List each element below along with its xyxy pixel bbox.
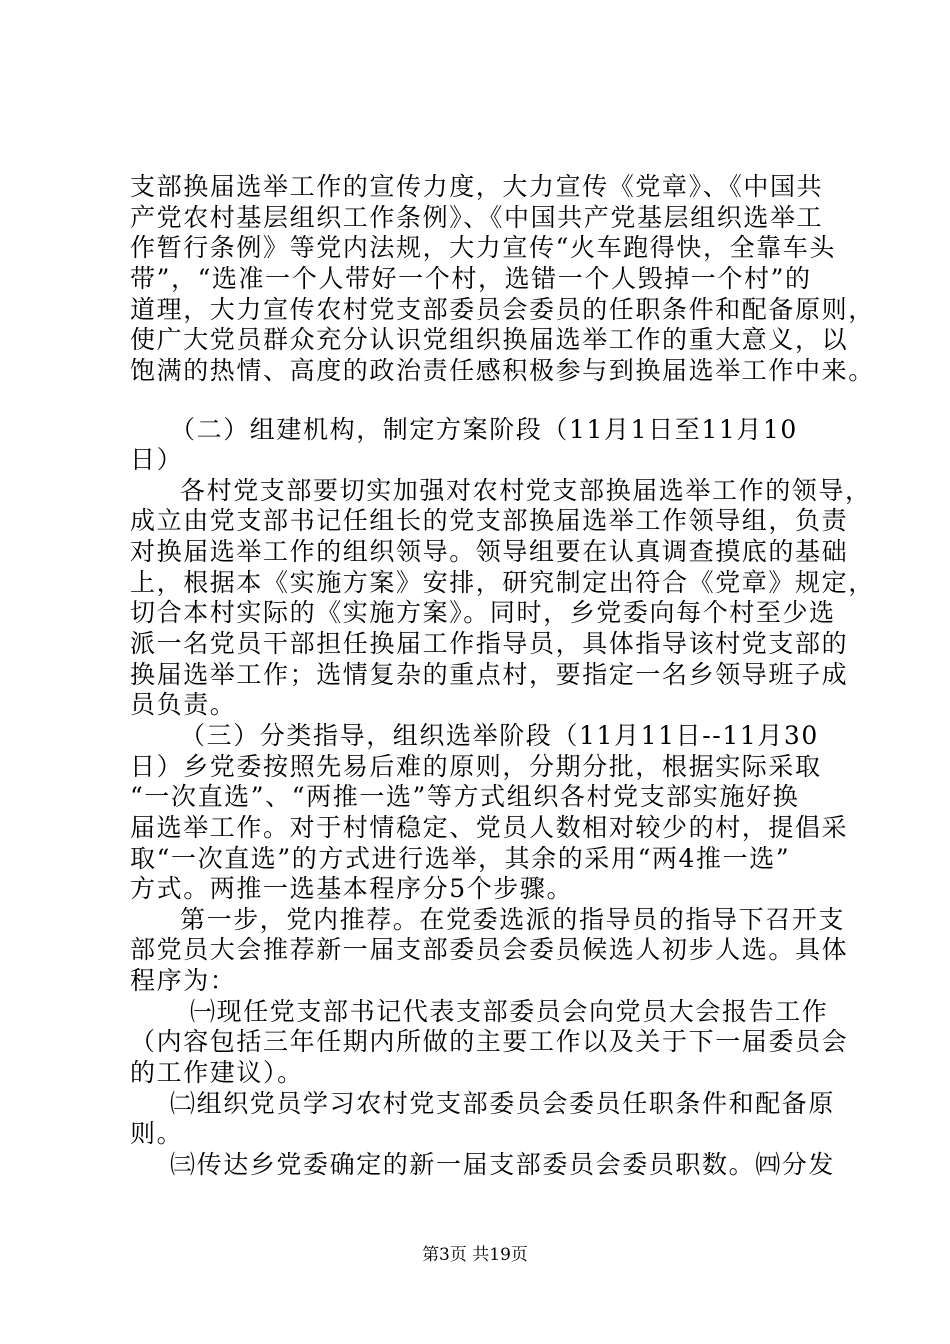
body-text-line: 上，根据本《实施方案》安排，研究制定出符合《党章》规定， xyxy=(130,568,875,597)
body-text-line: 各村党支部要切实加强对农村党支部换届选举工作的领导， xyxy=(180,476,872,505)
body-text-line: 的工作建议）。 xyxy=(130,1058,304,1087)
body-text-line: 部党员大会推荐新一届支部委员会委员候选人初步人选。具体 xyxy=(130,935,849,964)
body-text-line: 对换届选举工作的组织领导。领导组要在认真调查摸底的基础 xyxy=(130,537,849,566)
body-text-line: 第一步，党内推荐。在党委选派的指导员的指导下召开支 xyxy=(180,905,846,934)
section-heading-2: （二）组建机构，制定方案阶段（11月1日至11月10 xyxy=(170,415,798,444)
section-heading-3: （三）分类指导，组织选举阶段（11月11日--11月30 xyxy=(180,721,819,750)
list-item-3: ㈢传达乡党委确定的新一届支部委员会委员职数。㈣分发 xyxy=(170,1150,836,1179)
body-text-line: 产党农村基层组织工作条例》、《中国共产党基层组织选举工 xyxy=(130,203,824,232)
body-text-line: 饱满的热情、高度的政治责任感积极参与到换届选举工作中来。 xyxy=(130,356,875,385)
body-text-line: 带”，“选准一个人带好一个村，选错一个人毁掉一个村”的 xyxy=(130,264,812,293)
body-text-line: 成立由党支部书记任组长的党支部换届选举工作领导组，负责 xyxy=(130,506,849,535)
body-text-line: 换届选举工作；选情复杂的重点村，要指定一名乡领导班子成 xyxy=(130,660,849,689)
body-text-line: 日）乡党委按照先易后难的原则，分期分批，根据实际采取 xyxy=(130,752,822,781)
body-text-line: 道理，大力宣传农村党支部委员会委员的任职条件和配备原则， xyxy=(130,295,875,324)
body-text-line: 员负责。 xyxy=(130,690,237,719)
body-text-line: 方式。两推一选基本程序分5个步骤。 xyxy=(130,874,574,903)
list-item-1: ㈠现任党支部书记代表支部委员会向党员大会报告工作 xyxy=(190,997,829,1026)
body-text-line: 支部换届选举工作的宣传力度，大力宣传《党章》、《中国共 xyxy=(130,172,824,201)
body-text-line: 程序为： xyxy=(130,966,237,995)
body-text-line: 则。 xyxy=(130,1119,184,1148)
body-text-line: （内容包括三年任期内所做的主要工作以及关于下一届委员会 xyxy=(130,1027,849,1056)
section-heading-2-cont: 日） xyxy=(130,445,184,474)
body-text-line: 使广大党员群众充分认识党组织换届选举工作的重大意义，以 xyxy=(130,325,849,354)
body-text-line: 作暂行条例》等党内法规，大力宣传“火车跑得快，全靠车头 xyxy=(130,233,836,262)
body-text-line: 派一名党员干部担任换届工作指导员，具体指导该村党支部的 xyxy=(130,629,849,658)
page-footer: 第3页 共19页 xyxy=(422,1245,528,1265)
list-item-2: ㈡组织党员学习农村党支部委员会委员任职条件和配备原 xyxy=(170,1089,836,1118)
body-text-line: 届选举工作。对于村情稳定、党员人数相对较少的村，提倡采 xyxy=(130,813,849,842)
body-text-line: “一次直选”、“两推一选”等方式组织各村党支部实施好换 xyxy=(130,782,800,811)
body-text-line: 切合本村实际的《实施方案》。同时，乡党委向每个村至少选 xyxy=(130,598,836,627)
body-text-line: 取“一次直选”的方式进行选举，其余的采用“两4推一选” xyxy=(130,844,791,873)
